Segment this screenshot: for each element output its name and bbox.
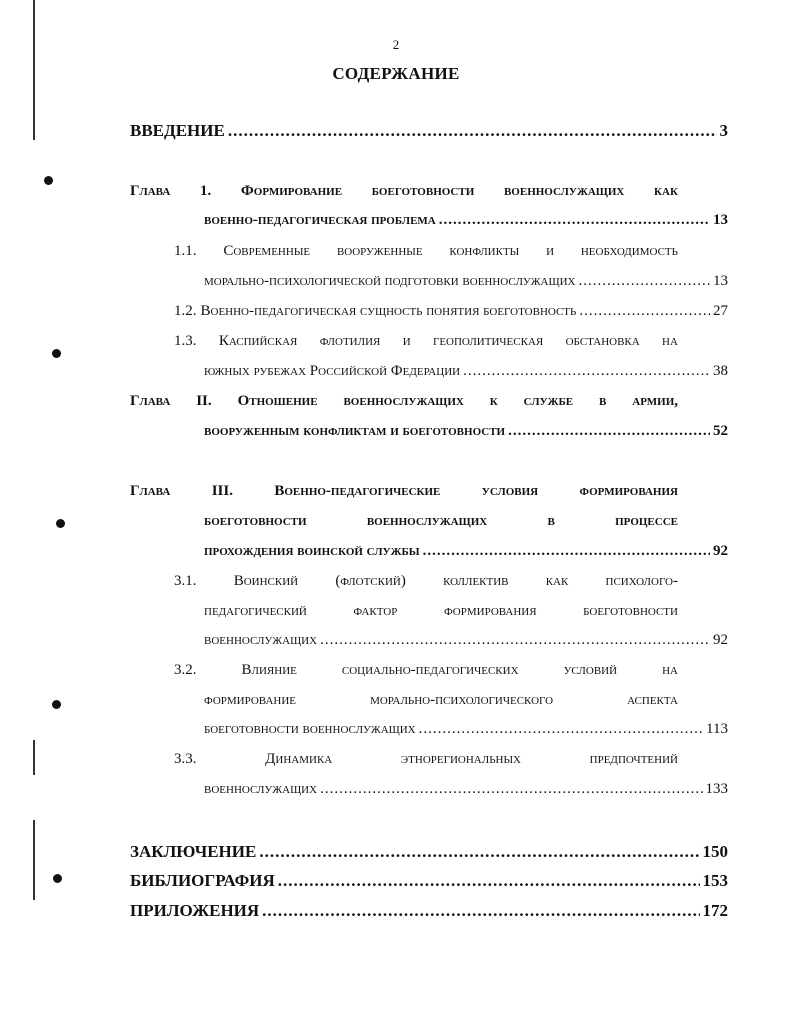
toc-page: 133 <box>705 781 728 797</box>
leader-dots <box>278 871 700 891</box>
toc-section-1-1-line1[interactable]: 1.1. Современные вооруженные конфликты и необходимость <box>174 243 678 259</box>
toc-entry-conclusion[interactable]: ЗАКЛЮЧЕНИЕ ..... 150 <box>130 842 728 864</box>
punch-hole <box>56 519 65 528</box>
toc-page: 38 <box>713 363 728 379</box>
leader-dots <box>228 121 717 141</box>
toc-chapter-1-line2[interactable]: военно-педагогическая проблема ..... 13 <box>204 212 728 234</box>
toc-section-3-2-line3[interactable]: боеготовности военнослужащих ..... 113 <box>204 721 728 743</box>
leader-dots <box>439 212 710 229</box>
leader-dots <box>578 273 710 290</box>
toc-section-3-2-line1[interactable]: 3.2. Влияние социально-педагогических условий на <box>174 662 678 678</box>
toc-chapter-3-line1[interactable]: Глава III. Военно-педагогические условия формирования <box>130 483 678 499</box>
leader-dots <box>320 632 710 649</box>
toc-label: ВВЕДЕНИЕ <box>130 121 225 140</box>
toc-section-3-3-line2[interactable]: военнослужащих ..... 133 <box>204 781 728 803</box>
toc-page: 92 <box>713 543 728 559</box>
toc-chapter-3-line3[interactable]: прохождения воинской службы ..... 92 <box>204 543 728 565</box>
leader-dots <box>259 842 699 862</box>
toc-entry-bibliography[interactable]: БИБЛИОГРАФИЯ ..... 153 <box>130 871 728 893</box>
toc-page: 3 <box>719 121 728 140</box>
toc-page: 13 <box>713 273 728 289</box>
leader-dots <box>262 901 699 921</box>
leader-dots <box>463 363 710 380</box>
toc-chapter-2-line2[interactable]: вооруженным конфликтам и боеготовности ..... 52 <box>204 423 728 445</box>
punch-hole <box>44 176 53 185</box>
toc-page: 27 <box>713 303 728 319</box>
toc-section-3-1-line1[interactable]: 3.1. Воинский (флотский) коллектив как психолого- <box>174 573 678 589</box>
toc-chapter-3-line2[interactable]: боеготовности военнослужащих в процессе <box>204 513 678 529</box>
toc-page: 92 <box>713 632 728 648</box>
punch-hole <box>52 349 61 358</box>
leader-dots <box>423 543 710 560</box>
toc-entry-intro[interactable] <box>130 121 728 143</box>
toc-section-3-1-line2[interactable]: педагогический фактор формирования боеготовности <box>204 603 678 619</box>
toc-entry-appendix[interactable]: ПРИЛОЖЕНИЯ ..... 172 <box>130 901 728 923</box>
leader-dots <box>579 303 710 320</box>
page-number: 2 <box>392 37 400 52</box>
toc-section-1-2[interactable]: 1.2. Военно-педагогическая сущность понятия боеготовность ..... 27 <box>174 303 728 325</box>
scan-margin-line <box>33 820 35 900</box>
toc-section-3-3-line1[interactable]: 3.3. Динамика этнорегиональных предпочтений <box>174 751 678 767</box>
toc-page: 52 <box>713 423 728 439</box>
toc-page: 113 <box>706 721 728 737</box>
punch-hole <box>52 700 61 709</box>
toc-section-1-1-line2[interactable]: морально-психологической подготовки военнослужащих ..... 13 <box>204 273 728 295</box>
scan-margin-line <box>33 740 35 775</box>
leader-dots <box>320 781 702 798</box>
toc-page: 172 <box>702 901 728 920</box>
leader-dots <box>419 721 703 738</box>
toc-section-3-2-line2[interactable]: формирование морально-психологического аспекта <box>204 692 678 708</box>
toc-chapter-2-line1[interactable]: Глава II. Отношение военнослужащих к службе в армии, <box>130 393 678 409</box>
toc-page: 153 <box>702 871 728 890</box>
toc-page: 13 <box>713 212 728 228</box>
leader-dots <box>508 423 710 440</box>
toc-page: 150 <box>702 842 728 861</box>
punch-hole <box>53 874 62 883</box>
page-title: СОДЕРЖАНИЕ <box>332 64 460 83</box>
toc-section-3-1-line3[interactable]: военнослужащих ..... 92 <box>204 632 728 654</box>
toc-section-1-3-line1[interactable]: 1.3. Каспийская флотилия и геополитическая обстановка на <box>174 333 678 349</box>
toc-section-1-3-line2[interactable]: южных рубежах Российской Федерации ..... 38 <box>204 363 728 385</box>
toc-chapter-1-line1[interactable]: Глава 1. Формирование боеготовности военнослужащих как <box>130 183 678 199</box>
